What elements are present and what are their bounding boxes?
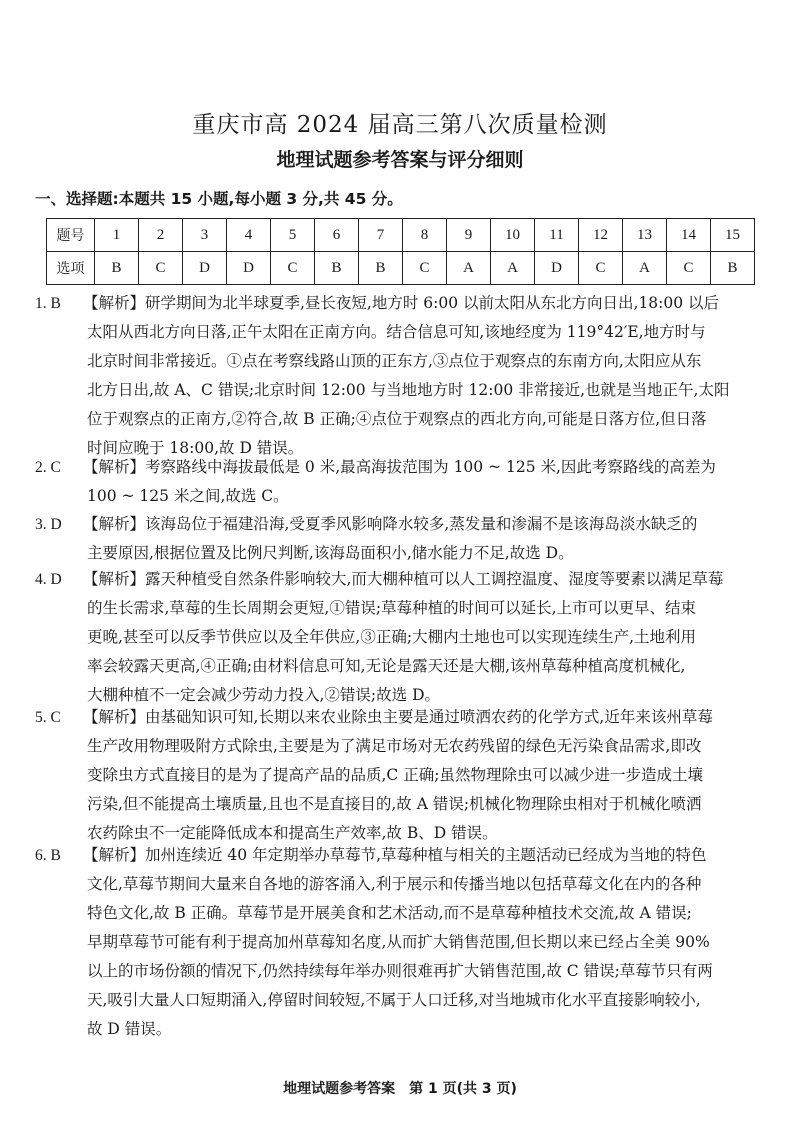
table-cell: 14 (667, 219, 711, 252)
table-header-cell: 题号 (47, 219, 95, 252)
table-cell: C (667, 252, 711, 285)
explanation-line: 【解析】加州连续近 40 年定期举办草莓节,草莓种植与相关的主题活动已经成为当地的特色 (83, 846, 707, 864)
table-cell: 11 (535, 219, 579, 252)
table-cell: 7 (359, 219, 403, 252)
question-number: 5. C (35, 709, 61, 726)
page-subtitle: 地理试题参考答案与评分细则 (276, 149, 524, 171)
explanation-line: 主要原因,根据位置及比例尺判断,该海岛面积小,储水能力不足,故选 D。 (87, 544, 574, 562)
table-cell: 3 (183, 219, 227, 252)
table-cell: 8 (403, 219, 447, 252)
explanation-line: 太阳从西北方向日落,正午太阳在正南方向。结合信息可知,该地经度为 119°42′E,地方时与 (87, 323, 706, 341)
table-cell: D (183, 252, 227, 285)
explanation-line: 时间应晚于 18:00,故 D 错误。 (87, 439, 304, 457)
question-number: 1. B (35, 295, 61, 312)
explanation-line: 北京时间非常接近。①点在考察线路山顶的正东方,③点位于观察点的东南方向,太阳应从东 (87, 352, 702, 370)
table-header-cell: 选项 (47, 252, 95, 285)
explanation-line: 北方日出,故 A、C 错误;北京时间 12:00 与当地地方时 12:00 非常接近,也就是当地正午,太阳 (87, 381, 730, 399)
explanation-line: 农药除虫不一定能降低成本和提高生产效率,故 B、D 错误。 (87, 824, 498, 842)
question-number: 2. C (35, 459, 61, 476)
question-number: 6. B (35, 847, 61, 864)
explanation-line: 【解析】由基础知识可知,长期以来农业除虫主要是通过喷洒农药的化学方式,近年来该州草莓 (83, 708, 713, 726)
answer-table (46, 218, 755, 285)
table-cell: 2 (139, 219, 183, 252)
table-cell: C (403, 252, 447, 285)
question-5-explanation (35, 703, 753, 848)
page-footer: 地理试题参考答案 第 1 页(共 3 页) (283, 1081, 517, 1097)
explanation-line: 以上的市场份额的情况下,仍然持续每年举办则很难再扩大销售范围,故 C 错误;草莓节只有两 (87, 962, 713, 980)
table-cell: C (139, 252, 183, 285)
table-cell: 9 (447, 219, 491, 252)
table-cell: B (95, 252, 139, 285)
explanation-line: 【解析】露天种植受自然条件影响较大,而大棚种植可以人工调控温度、湿度等要素以满足草莓 (83, 570, 724, 588)
question-number: 4. D (35, 571, 62, 588)
table-cell: D (227, 252, 271, 285)
table-cell: A (447, 252, 491, 285)
table-cell: 12 (579, 219, 623, 252)
explanation-line: 污染,但不能提高土壤质量,且也不是直接目的,故 A 错误;机械化物理除虫相对于机械化喷洒 (87, 795, 702, 813)
table-row-numbers (47, 219, 755, 252)
table-cell: B (359, 252, 403, 285)
explanation-line: 大棚种植不一定会减少劳动力投入,②错误;故选 D。 (87, 686, 441, 704)
explanation-line: 天,吸引大量人口短期涌入,停留时间较短,不属于人口迁移,对当地城市化水平直接影响较小, (87, 991, 701, 1009)
explanation-line: 的生长需求,草莓的生长周期会更短,①错误;草莓种植的时间可以延长,上市可以更早、结束 (87, 599, 697, 617)
table-cell: 5 (271, 219, 315, 252)
explanation-line: 变除虫方式直接目的是为了提高产品的品质,C 正确;虽然物理除虫可以减少进一步造成土壤 (87, 766, 703, 784)
table-cell: 13 (623, 219, 667, 252)
explanation-line: 特色文化,故 B 正确。草莓节是开展美食和艺术活动,而不是草莓种植技术交流,故 A 错误; (87, 904, 692, 922)
question-4-explanation (35, 565, 753, 710)
explanation-line: 更晚,甚至可以反季节供应以及全年供应,③正确;大棚内土地也可以实现连续生产,土地利用 (87, 628, 697, 646)
table-cell: 15 (711, 219, 755, 252)
table-row-choices (47, 252, 755, 285)
table-cell: C (579, 252, 623, 285)
table-cell: D (535, 252, 579, 285)
question-3-explanation (35, 510, 753, 568)
explanation-line: 早期草莓节可能有利于提高加州草莓知名度,从而扩大销售范围,但长期以来已经占全美 90% (87, 933, 710, 951)
table-cell: 6 (315, 219, 359, 252)
explanation-line: 【解析】该海岛位于福建沿海,受夏季风影响降水较多,蒸发量和渗漏不是该海岛淡水缺乏的 (83, 515, 698, 533)
question-2-explanation (35, 453, 753, 511)
explanation-line: 文化,草莓节期间大量来自各地的游客涌入,利于展示和传播当地以包括草莓文化在内的各种 (87, 875, 702, 893)
question-6-explanation (35, 841, 753, 1044)
question-1-explanation (35, 289, 753, 463)
table-cell: 1 (95, 219, 139, 252)
explanation-line: 100 ~ 125 米之间,故选 C。 (87, 487, 289, 505)
table-cell: B (711, 252, 755, 285)
table-cell: 10 (491, 219, 535, 252)
table-cell: 4 (227, 219, 271, 252)
table-cell: A (623, 252, 667, 285)
table-cell: C (271, 252, 315, 285)
explanation-line: 【解析】考察路线中海拔最低是 0 米,最高海拔范围为 100 ~ 125 米,因此考察路线的高差为 (83, 458, 716, 476)
explanation-line: 生产改用物理吸附方式除虫,主要是为了满足市场对无农药残留的绿色无污染食品需求,即改 (87, 737, 702, 755)
table-cell: B (315, 252, 359, 285)
explanation-line: 位于观察点的正南方,②符合,故 B 正确;④点位于观察点的西北方向,可能是日落方位,但日落 (87, 410, 707, 428)
explanation-line: 故 D 错误。 (87, 1020, 172, 1038)
explanation-line: 率会较露天更高,④正确;由材料信息可知,无论是露天还是大棚,该州草莓种植高度机械化, (87, 657, 686, 675)
page-title: 重庆市高 2024 届高三第八次质量检测 (192, 112, 608, 138)
question-number: 3. D (35, 516, 62, 533)
section-heading: 一、选择题:本题共 15 小题,每小题 3 分,共 45 分。 (35, 190, 403, 208)
table-cell: A (491, 252, 535, 285)
explanation-line: 【解析】研学期间为北半球夏季,昼长夜短,地方时 6:00 以前太阳从东北方向日出,18:00 以后 (83, 294, 720, 312)
